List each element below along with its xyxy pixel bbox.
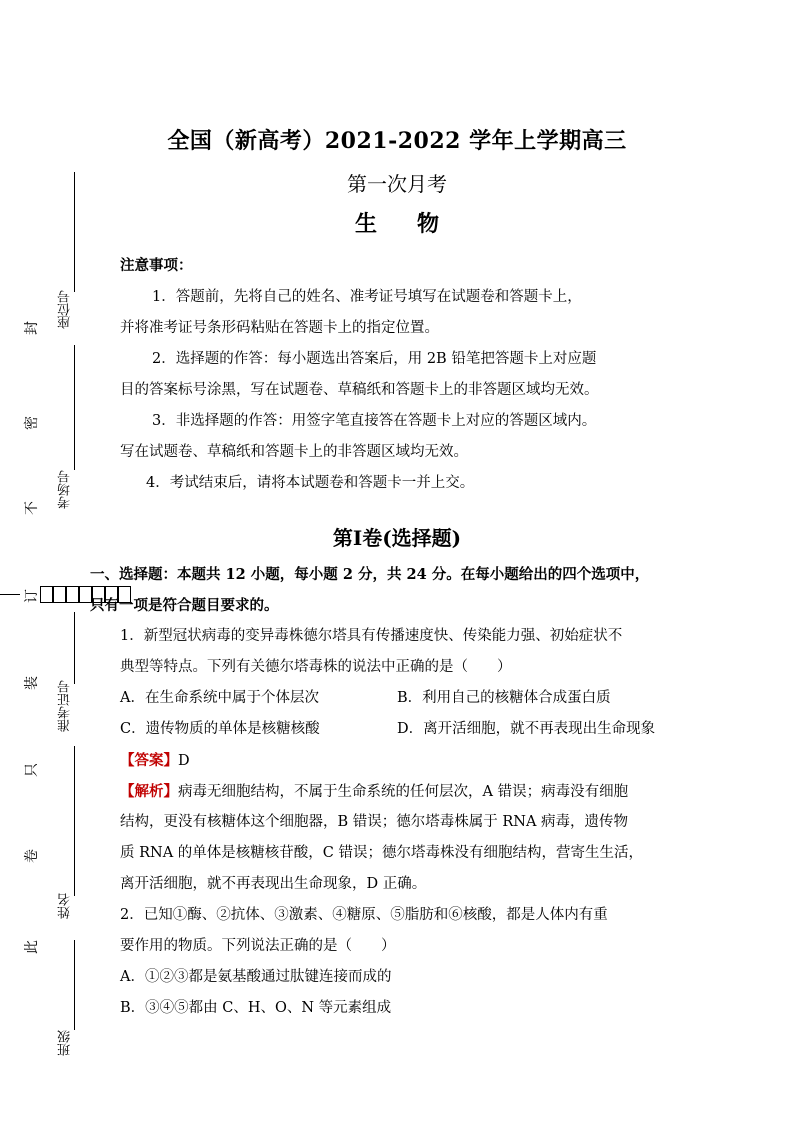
question-1-option-c: C．遗传物质的单体是核糖核酸 (120, 721, 320, 737)
note-item: 写在试题卷、草稿纸和答题卡上的非答题区域均无效。 (120, 444, 468, 460)
question-1-option-b: B．利用自己的核糖体合成蛋白质 (397, 690, 611, 706)
seal-char-bu: 不 (24, 501, 40, 515)
note-item: 并将准考证号条形码粘贴在答题卡上的指定位置。 (120, 320, 439, 336)
question-2-stem: 2．已知①酶、②抗体、③激素、④糖原、⑤脂肪和⑥核酸，都是人体内有重 (120, 907, 608, 923)
margin-line-3 (74, 612, 75, 684)
section-title: 第Ⅰ卷(选择题) (332, 526, 462, 550)
question-1-stem: 典型等特点。下列有关德尔塔毒株的说法中正确的是（ ） (120, 659, 512, 675)
seal-box (66, 586, 79, 603)
exam-title: 全国（新高考）2021-2022 学年上学期高三 (167, 128, 627, 154)
analysis-text: 病毒无细胞结构，不属于生命系统的任何层次，A 错误；病毒没有细胞 (178, 784, 629, 800)
exam-room-label: 考场号 (58, 470, 73, 509)
exam-subtitle: 第一次月考 (347, 172, 447, 196)
note-item: 3．非选择题的作答：用签字笔直接答在答题卡上对应的答题区域内。 (152, 413, 597, 429)
class-label: 班级 (58, 1030, 73, 1056)
question-2-option-b: B．③④⑤都由 C、H、O、N 等元素组成 (120, 1000, 392, 1016)
seal-char-zhi: 只 (24, 763, 40, 777)
question-1-answer (120, 745, 190, 777)
question-1-option-d: D．离开活细胞，就不再表现出生命现象 (397, 721, 656, 737)
seat-number-label: 座位号 (58, 290, 73, 329)
note-item: 2．选择题的作答：每小题选出答案后，用 2B 铅笔把答题卡上对应题 (152, 351, 597, 367)
question-1-stem: 1．新型冠状病毒的变异毒株德尔塔具有传播速度快、传染能力强、初始症状不 (120, 628, 623, 644)
seal-box (53, 586, 66, 603)
seal-char-mi: 密 (24, 416, 40, 430)
margin-line-4 (74, 746, 75, 896)
seal-char-feng: 封 (24, 321, 40, 335)
question-2-option-a: A．①②③都是氨基酸通过肽键连接而成的 (120, 969, 392, 985)
question-1-analysis: 离开活细胞，就不再表现出生命现象，D 正确。 (120, 876, 427, 892)
seal-char-ding: 订 (24, 589, 40, 603)
seal-row-line (0, 594, 20, 595)
answer-tag: 【答案】 (120, 752, 178, 769)
seal-char-zhuang: 装 (24, 676, 40, 690)
admission-number-label: 准考证号 (58, 680, 73, 732)
note-item: 目的答案标号涂黑，写在试题卷、草稿纸和答题卡上的非答题区域均无效。 (120, 382, 599, 398)
section-instruction: 一、选择题：本题共 12 小题，每小题 2 分，共 24 分。在每小题给出的四个选项中， (90, 566, 650, 583)
question-2-stem: 要作用的物质。下列说法正确的是（ ） (120, 938, 396, 954)
name-label: 姓名 (58, 893, 73, 919)
margin-line-2 (74, 345, 75, 470)
question-1-analysis (120, 776, 628, 808)
answer-value: D (178, 753, 190, 769)
seal-char-juan: 卷 (24, 849, 40, 863)
seal-char-ci: 此 (24, 940, 40, 954)
analysis-tag: 【解析】 (120, 783, 178, 800)
question-1-option-a: A．在生命系统中属于个体层次 (120, 690, 319, 706)
section-instruction: 只有一项是符合题目要求的。 (90, 597, 279, 614)
question-1-analysis: 质 RNA 的单体是核糖核苷酸，C 错误；德尔塔毒株没有细胞结构，营寄生生活， (120, 845, 643, 861)
margin-line-5 (74, 940, 75, 1030)
seal-box (40, 586, 53, 603)
note-item: 4．考试结束后，请将本试题卷和答题卡一并上交。 (146, 475, 475, 491)
question-1-analysis: 结构，更没有核糖体这个细胞器，B 错误；德尔塔毒株属于 RNA 病毒，遗传物 (120, 814, 629, 830)
subject-title: 生物 (354, 211, 479, 237)
notes-heading: 注意事项： (120, 257, 193, 274)
note-item: 1．答题前，先将自己的姓名、准考证号填写在试题卷和答题卡上， (152, 289, 582, 305)
